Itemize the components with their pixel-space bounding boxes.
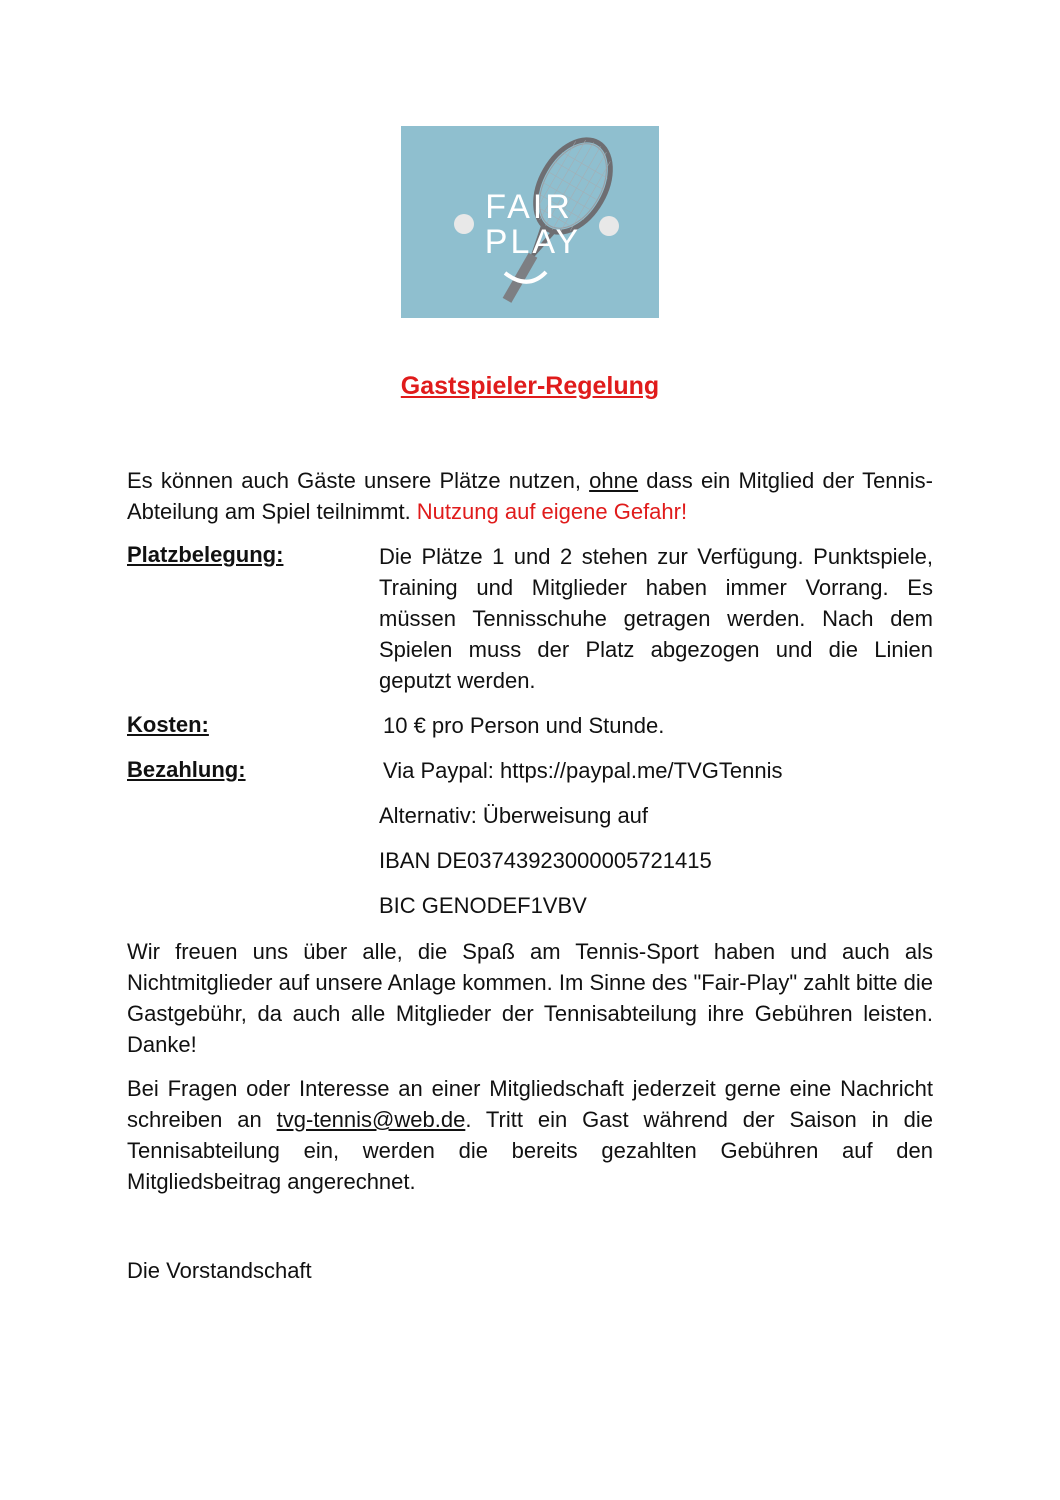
text-kosten: 10 € pro Person und Stunde.: [383, 713, 665, 738]
intro-paragraph: Es können auch Gäste unsere Plätze nutzen, ohne dass ein Mitglied der Tennis-Abteilung am Spiel teilnimmt. Nutzung auf eigene Gefahr!: [127, 468, 933, 524]
paypal-link[interactable]: Via Paypal: https://paypal.me/TVGTennis: [383, 758, 783, 783]
fair-play-logo: [401, 126, 659, 318]
label-platzbelegung: Platzbelegung:: [127, 542, 284, 567]
label-kosten: Kosten:: [127, 712, 209, 737]
text-iban: IBAN DE03743923000005721415: [379, 848, 712, 873]
emphasis-ohne: ohne: [589, 468, 639, 493]
email-link[interactable]: tvg-tennis@web.de: [276, 1107, 466, 1132]
risk-warning: Nutzung auf eigene Gefahr!: [416, 499, 688, 524]
page-title: Gastspieler-Regelung: [400, 372, 660, 400]
signature: Die Vorstandschaft: [127, 1258, 312, 1283]
text-bic: BIC GENODEF1VBV: [379, 893, 587, 918]
tennis-racket-icon: [401, 126, 659, 318]
text-platzbelegung: Die Plätze 1 und 2 stehen zur Verfügung. Punktspiele, Training und Mitglieder haben immer Vorrang. Es müssen Tennisschuhe getragen werden. Nach dem Spielen muss der Platz abgezogen und die Linien geputzt werden.: [379, 544, 933, 693]
closing-paragraph-2: Bei Fragen oder Interesse an einer Mitgliedschaft jederzeit gerne eine Nachricht schreiben an tvg-tennis@web.de. Tritt ein Gast während der Saison in die Tennisabteilung ein, werden die bereits gezahlten Gebühren auf den Mitgliedsbeitrag angerechnet.: [127, 1076, 933, 1194]
closing-paragraph-1: Wir freuen uns über alle, die Spaß am Tennis-Sport haben und auch als Nichtmitglieder auf unsere Anlage kommen. Im Sinne des "Fair-Play" zahlt bitte die Gastgebühr, da auch alle Mitglieder der Tennisabteilung ihre Gebühren leisten. Danke!: [127, 939, 933, 1057]
svg-text:PLAY: PLAY: [484, 223, 582, 261]
svg-text:FAIR: FAIR: [485, 188, 573, 226]
text-alternative: Alternativ: Überweisung auf: [379, 803, 649, 828]
label-bezahlung: Bezahlung:: [127, 757, 246, 782]
